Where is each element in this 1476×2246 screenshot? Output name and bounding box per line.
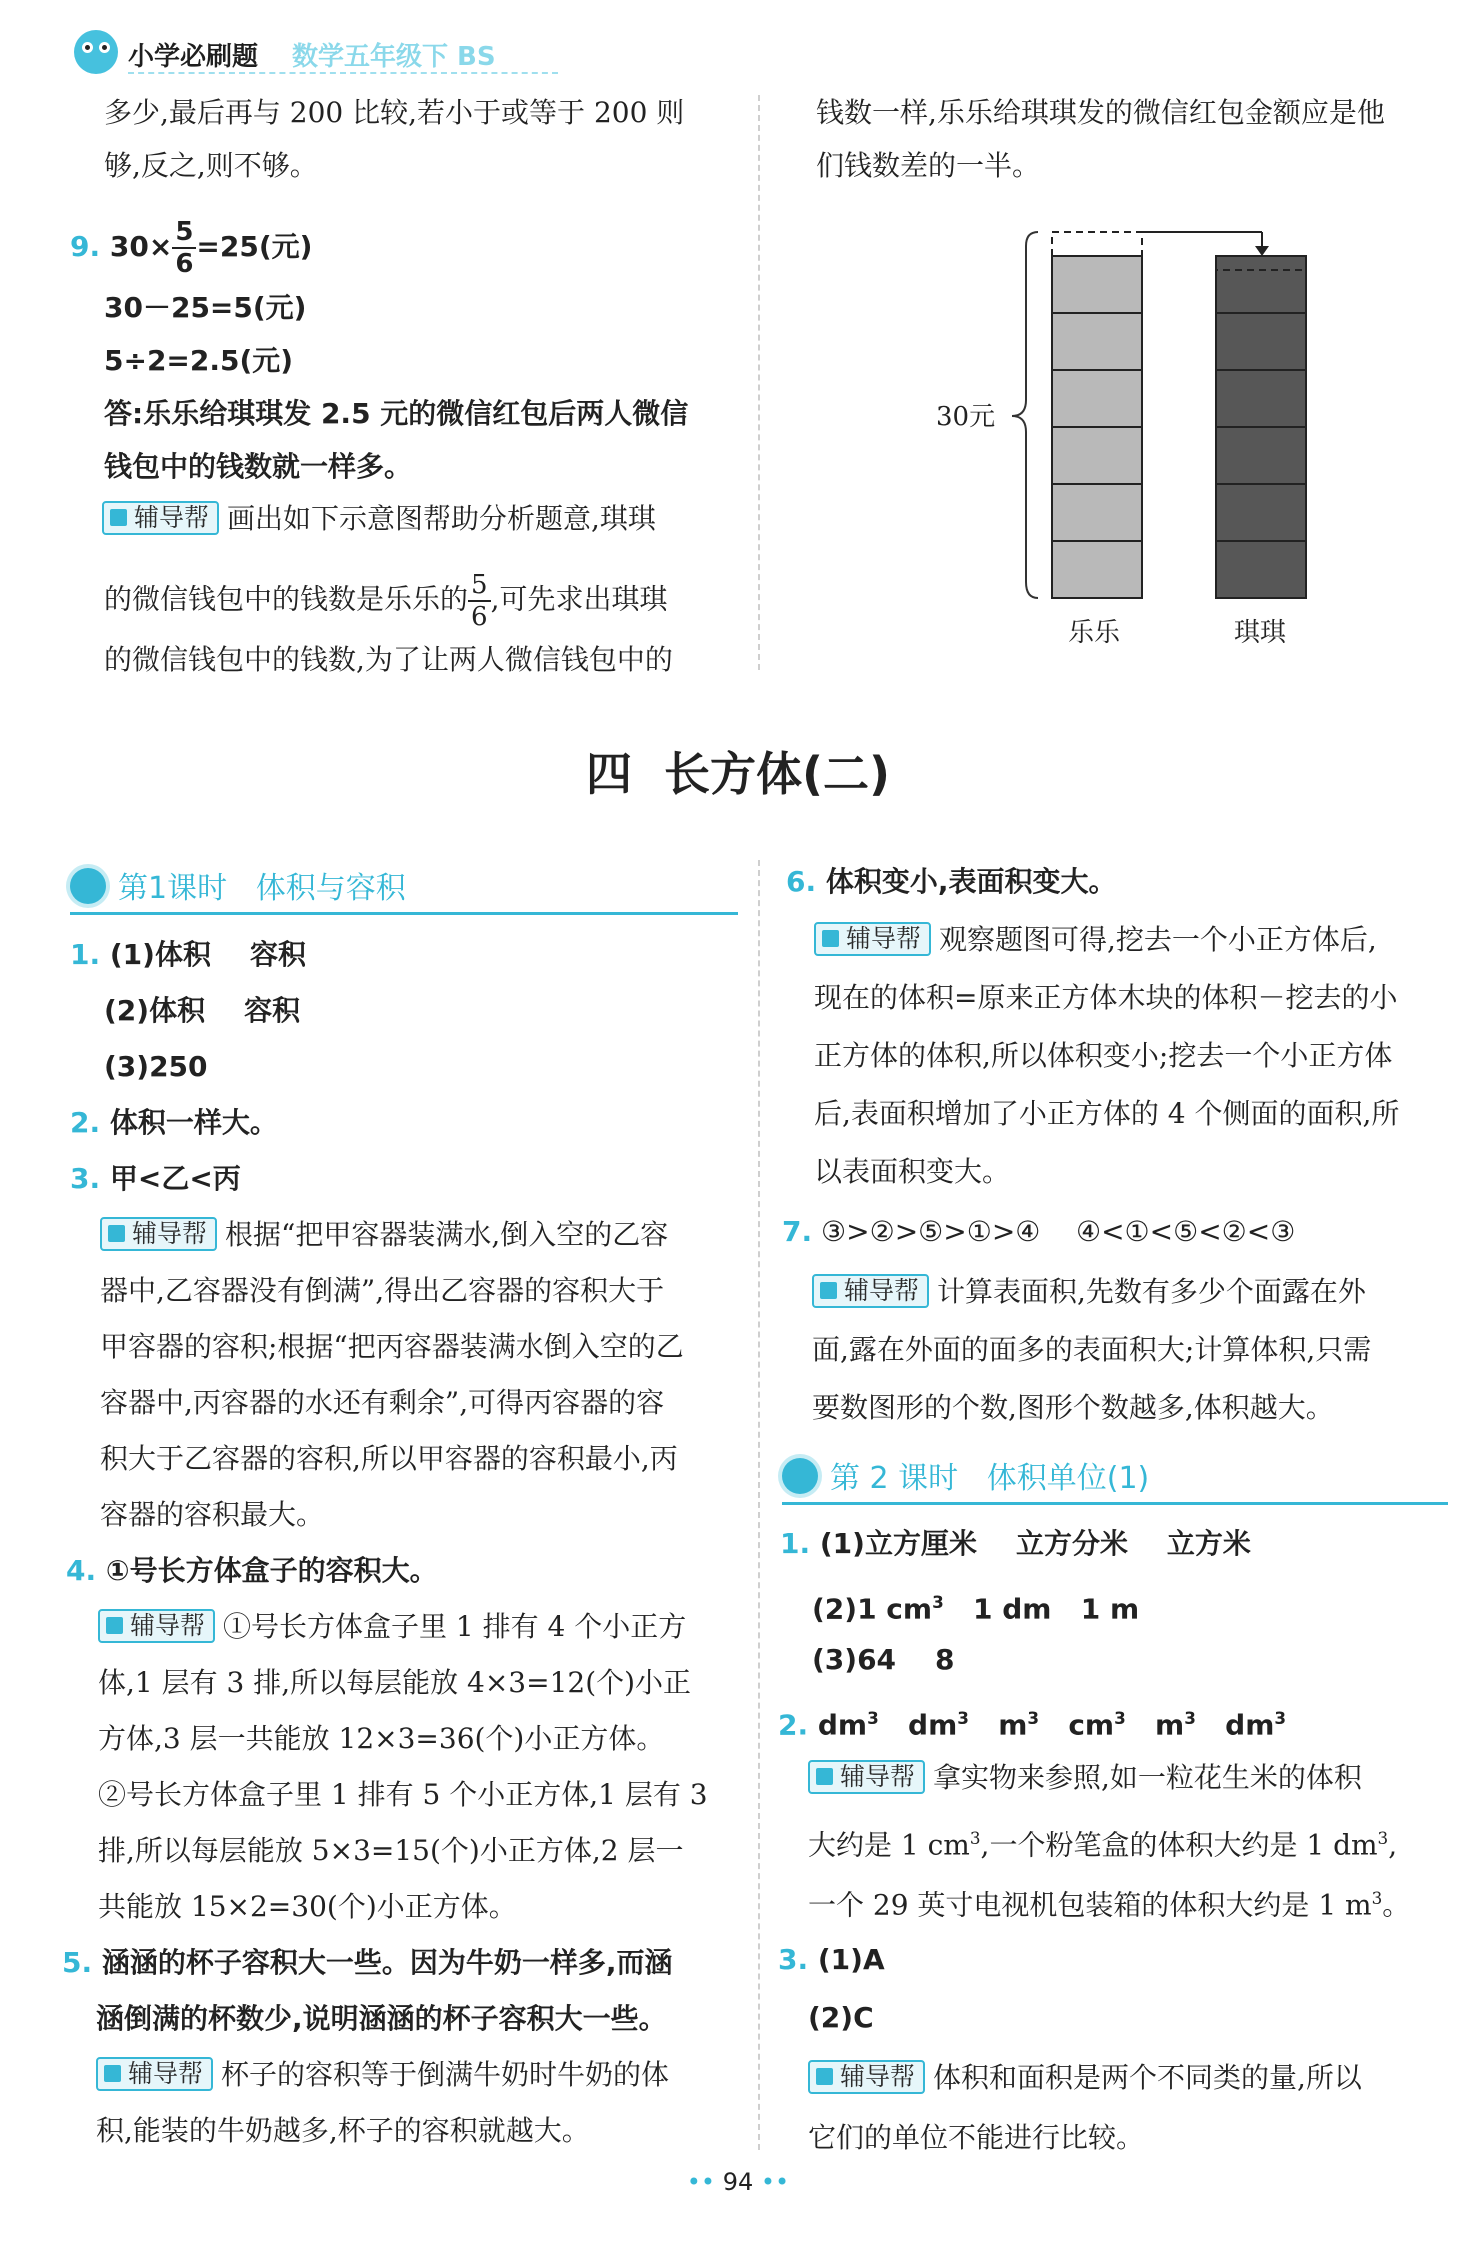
q1-line-1: 1. (1)体积 容积 [70,938,306,971]
owl-logo-icon [74,30,118,74]
q1-line-2: (2)体积 容积 [104,994,301,1027]
rt-line-2: 们钱数差的一半。 [816,149,1041,182]
q9-line-2: 30－25=5(元) [104,291,307,324]
q9-help-2: 的微信钱包中的钱数是乐乐的 $\frac{5}{6}$ ,可先求出琪琪 [104,570,668,632]
q2-line: 2. 体积一样大。 [70,1106,278,1139]
r3-help-1: 辅导帮 体积和面积是两个不同类的量,所以 [808,2058,1362,2098]
q6-help-5: 以表面积变大。 [814,1155,1011,1188]
q9-fraction: $\frac{5}{6}$ [172,217,196,279]
r3-line-2: (2)C [808,2001,874,2034]
rt-line-1: 钱数一样,乐乐给琪琪发的微信红包金额应是他 [816,96,1385,129]
help-tag: 辅导帮 [814,922,931,956]
r2-help-2: 大约是 1 $cm^3$,一个粉笔盒的体积大约是 1 $dm^3$, [808,1828,1398,1862]
lt-line-2: 够,反之,则不够。 [104,149,318,182]
bar-diagram [900,220,1340,650]
page-number: •• 94 •• [686,2168,790,2196]
help-tag: 辅导帮 [102,501,219,535]
q4-help-6: 共能放 15×2=30(个)小正方体。 [98,1890,517,1923]
r2-help-3: 一个 29 英寸电视机包装箱的体积大约是 1 $m^3$。 [808,1888,1411,1922]
q6-help-2: 现在的体积=原来正方体木块的体积－挖去的小 [814,981,1398,1014]
header [70,28,670,88]
lesson-circle-icon [782,1458,818,1494]
help-tag: 辅导帮 [96,2057,213,2091]
r1-line-2: (2)1 $cm^3$ 1 dm 1 m [812,1592,1140,1626]
q9-answer-2: 钱包中的钱数就一样多。 [104,450,413,483]
help-tag: 辅导帮 [808,2060,925,2094]
q7-help-2: 面,露在外面的面多的表面积大;计算体积,只需 [812,1333,1372,1366]
diagram-left-label: 乐乐 [1068,618,1121,648]
q6-help-4: 后,表面积增加了小正方体的 4 个侧面的面积,所 [814,1097,1400,1130]
q5-help-2: 积,能装的牛奶越多,杯子的容积就越大。 [96,2114,590,2147]
r1-line-3: (3)64 8 [812,1643,955,1676]
section-lesson-1: 第1课时 体积与容积 [70,866,738,915]
r3-help-2: 它们的单位不能进行比较。 [808,2121,1145,2154]
q7-line: 7. ③>②>⑤>①>④ ④<①<⑤<②<③ [782,1215,1296,1248]
q9-line-3: 5÷2=2.5(元) [104,344,294,377]
q6-help-1: 辅导帮 观察题图可得,挖去一个小正方体后, [814,920,1377,960]
section-lesson-2: 第 2 课时 体积单位(1) [782,1456,1448,1505]
q4-help-1: 辅导帮 ①号长方体盒子里 1 排有 4 个小正方 [98,1607,686,1647]
q9-help-3: 的微信钱包中的钱数,为了让两人微信钱包中的 [104,643,673,676]
q4-help-2: 体,1 层有 3 排,所以每层能放 4×3=12(个)小正 [98,1666,692,1699]
q3-help-4: 容器中,丙容器的水还有剩余”,可得丙容器的容 [100,1386,665,1419]
q7-help-3: 要数图形的个数,图形个数越多,体积越大。 [812,1391,1334,1424]
chapter-title: 四 长方体(二) [585,747,891,801]
q6-help-3: 正方体的体积,所以体积变小;挖去一个小正方体 [814,1039,1393,1072]
q9-help-1: 辅导帮 画出如下示意图帮助分析题意,琪琪 [102,499,656,539]
q9-number: 9. [70,230,101,263]
q5-line-2: 涵倒满的杯数少,说明涵涵的杯子容积大一些。 [96,2002,667,2035]
r1-line-1: 1. (1)立方厘米 立方分米 立方米 [780,1527,1251,1560]
diagram-total-label: 30元 [936,402,996,432]
subject-title: 数学五年级下 BS [292,42,496,72]
q4-help-5: 排,所以每层能放 5×3=15(个)小正方体,2 层一 [98,1834,684,1867]
q9-expr-b: =25(元) [196,230,313,263]
help-tag: 辅导帮 [812,1274,929,1308]
q1-line-3: (3)250 [104,1050,208,1083]
header-rule [128,72,558,74]
q4-help-4: ②号长方体盒子里 1 排有 5 个小正方体,1 层有 3 [98,1778,708,1811]
q5-line-1: 5. 涵涵的杯子容积大一些。因为牛奶一样多,而涵 [62,1946,673,1979]
q9-line-1 [70,217,312,279]
help-fraction: $\frac{5}{6}$ [468,570,491,632]
help-tag: 辅导帮 [98,1609,215,1643]
r2-line: 2. $dm^3$ $dm^3$ $m^3$ $cm^3$ $m^3$ $dm^3$ [778,1708,1287,1742]
q3-help-3: 甲容器的容积;根据“把丙容器装满水倒入空的乙 [100,1330,684,1363]
column-divider-bottom [758,860,760,2150]
q5-help-1: 辅导帮 杯子的容积等于倒满牛奶时牛奶的体 [96,2055,669,2095]
help-tag: 辅导帮 [808,1760,925,1794]
q3-line: 3. 甲<乙<丙 [70,1162,241,1195]
r2-help-1: 辅导帮 拿实物来参照,如一粒花生米的体积 [808,1758,1362,1798]
help-tag: 辅导帮 [100,1217,217,1251]
q4-help-3: 方体,3 层一共能放 12×3=36(个)小正方体。 [98,1722,665,1755]
column-divider-top [758,95,760,670]
q7-help-1: 辅导帮 计算表面积,先数有多少个面露在外 [812,1272,1366,1312]
lt-line-1: 多少,最后再与 200 比较,若小于或等于 200 则 [104,96,685,129]
q9-answer-1: 答:乐乐给琪琪发 2.5 元的微信红包后两人微信 [104,397,689,430]
q9-expr-a: 30× [109,230,173,263]
q3-help-1: 辅导帮 根据“把甲容器装满水,倒入空的乙容 [100,1215,668,1255]
bar-diagram-svg [900,220,1340,650]
r3-line-1: 3. (1)A [778,1943,885,1976]
q4-line: 4. ①号长方体盒子的容积大。 [66,1554,438,1587]
diagram-right-label: 琪琪 [1234,618,1287,648]
q6-line: 6. 体积变小,表面积变大。 [786,865,1117,898]
lesson-circle-icon [70,868,106,904]
brand-title: 小学必刷题 [128,42,259,72]
q3-help-6: 容器的容积最大。 [100,1498,325,1531]
q3-help-5: 积大于乙容器的容积,所以甲容器的容积最小,丙 [100,1442,678,1475]
q3-help-2: 器中,乙容器没有倒满”,得出乙容器的容积大于 [100,1274,665,1307]
